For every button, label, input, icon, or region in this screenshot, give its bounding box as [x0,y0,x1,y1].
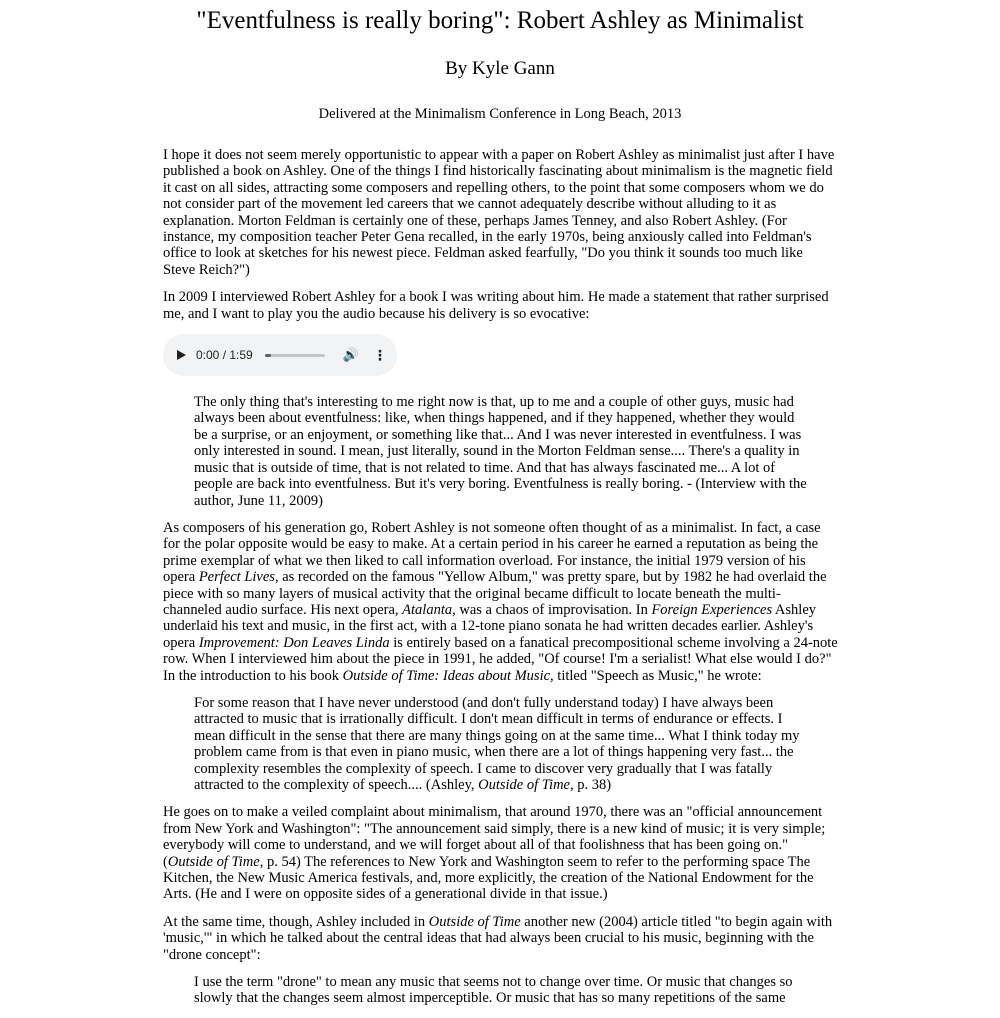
quote-3: I use the term "drone" to mean any music that seems not to change over time. Or music that changes so slowly that the changes seem almost imperceptible. Or music that has so many repetitions of the same [194,974,793,1007]
paragraph-3: As composers of his generation go, Robert Ashley is not someone often thought of as a minimalist. In fact, a case for the polar opposite would be easy to make. At a certain period in his career he earned a reputation as being the prime exemplar of what we then liked to call information overload. For instance, the initial 1979 version of his opera Perfect Lives, as recorded on the famous "Yellow Album," was pretty spare, but by 1982 he had overlaid the piece with so many layers of musical activity that the original became difficult to locate beneath the multi-channeled audio surface. His next opera, Atalanta, was a chaos of improvisation. In Foreign Experiences Ashley underlaid his text and music, in the first act, with a 12-tone piano sonata he had written decades earlier. Ashley's opera Improvement: Don Leaves Linda is entirely based on a fanatical precompositional scheme involving a 24-note row. When I interviewed him about the piece in 1991, he added, "Of course! I'm a serialist! What else would I do?" In the introduction to his book Outside of Time: Ideas about Music, titled "Speech as Music," he wrote: [163,519,838,684]
paragraph-1: I hope it does not seem merely opportunistic to appear with a paper on Robert Ashley as minimalist just after I have published a book on Ashley. One of the things I find historically fascinating about minimalism is the magnetic field it cast on all sides, attracting some composers and repelling others, to the point that some composers whom we do not consider part of the movement led careers that we cannot adequately describe without alluding to it as explanation. Morton Feldman is certainly one of these, perhaps James Tenney, and also Robert Ashley. (For instance, my composition teacher Peter Gena recalled, in the early 1970s, being anxiously called into Feldman's office to look at sketches for his newest piece. Feldman asked fearfully, "Do you think it sounds too much like Steve Reich?") [163,147,835,278]
audio-time: 0:00 / 1:59 [196,347,253,362]
byline: By Kyle Gann [445,58,555,79]
play-icon[interactable] [177,350,186,360]
article-title: "Eventfulness is really boring": Robert Ashley as Minimalist [196,7,804,34]
paragraph-2: In 2009 I interviewed Robert Ashley for a book I was writing about him. He made a statement that rather surprised me, and I want to play you the audio because his delivery is so evocative: [163,289,829,322]
paragraph-5: At the same time, though, Ashley included in Outside of Time another new (2004) article titled "to begin again with 'music,'" in which he talked about the central ideas that had always been crucial to his music, beginning with the "drone concept": [163,913,833,963]
venue-note: Delivered at the Minimalism Conference in Long Beach, 2013 [318,106,682,122]
audio-progress-fill [265,354,271,357]
quote-1: The only thing that's interesting to me right now is that, up to me and a couple of other guys, music had always been about eventfulness: like, when things happened, and if they happened, whether they would be a surprise, or an enjoyment, or something like that... And I was never interested in eventfulness. I was only interested in sound. I mean, just literally, sound in the Morton Feldman sense.... There's a quality in music that is outside of time, that is not related to time. And that has always fascinated me... A lot of people are back into eventfulness. But it's very boring. Eventfulness is really boring. - (Interview with the author, June 11, 2009) [194,394,807,509]
audio-player[interactable] [163,334,397,376]
article-body [163,147,838,1018]
paragraph-4: He goes on to make a veiled complaint about minimalism, that around 1970, there was an "official announcement from New York and Washington": "The announcement said simply, there is a new kind of music; it is very simple; everybody will come to understand, and we will forget about all of that foolishness that has been going on." (Outside of Time, p. 54) The references to New York and Washington seem to refer to the performing space The Kitchen, the New Music America festivals, and, more explicitly, the creation of the National Endowment for the Arts. (He and I were on opposite sides of a generational divide in that issue.) [163,804,826,903]
audio-seek-slider[interactable] [265,354,325,357]
quote-2: For some reason that I have never understood (and don't fully understand today) I have always been attracted to music that is irrationally difficult. I don't mean difficult in terms of endurance or effects. I mean difficult in the sense that there are many things going on at the same time... What I think today my problem came from is that even in piano music, when there are a lot of things happening very fast... the complexity resembles the complexity of speech. I came to discover very gradually that I was fatally attracted to the complexity of speech.... (Ashley, Outside of Time, p. 38) [194,694,800,793]
more-options-icon[interactable]: ⋮ [372,346,387,363]
volume-icon[interactable]: 🔊 [342,346,359,362]
